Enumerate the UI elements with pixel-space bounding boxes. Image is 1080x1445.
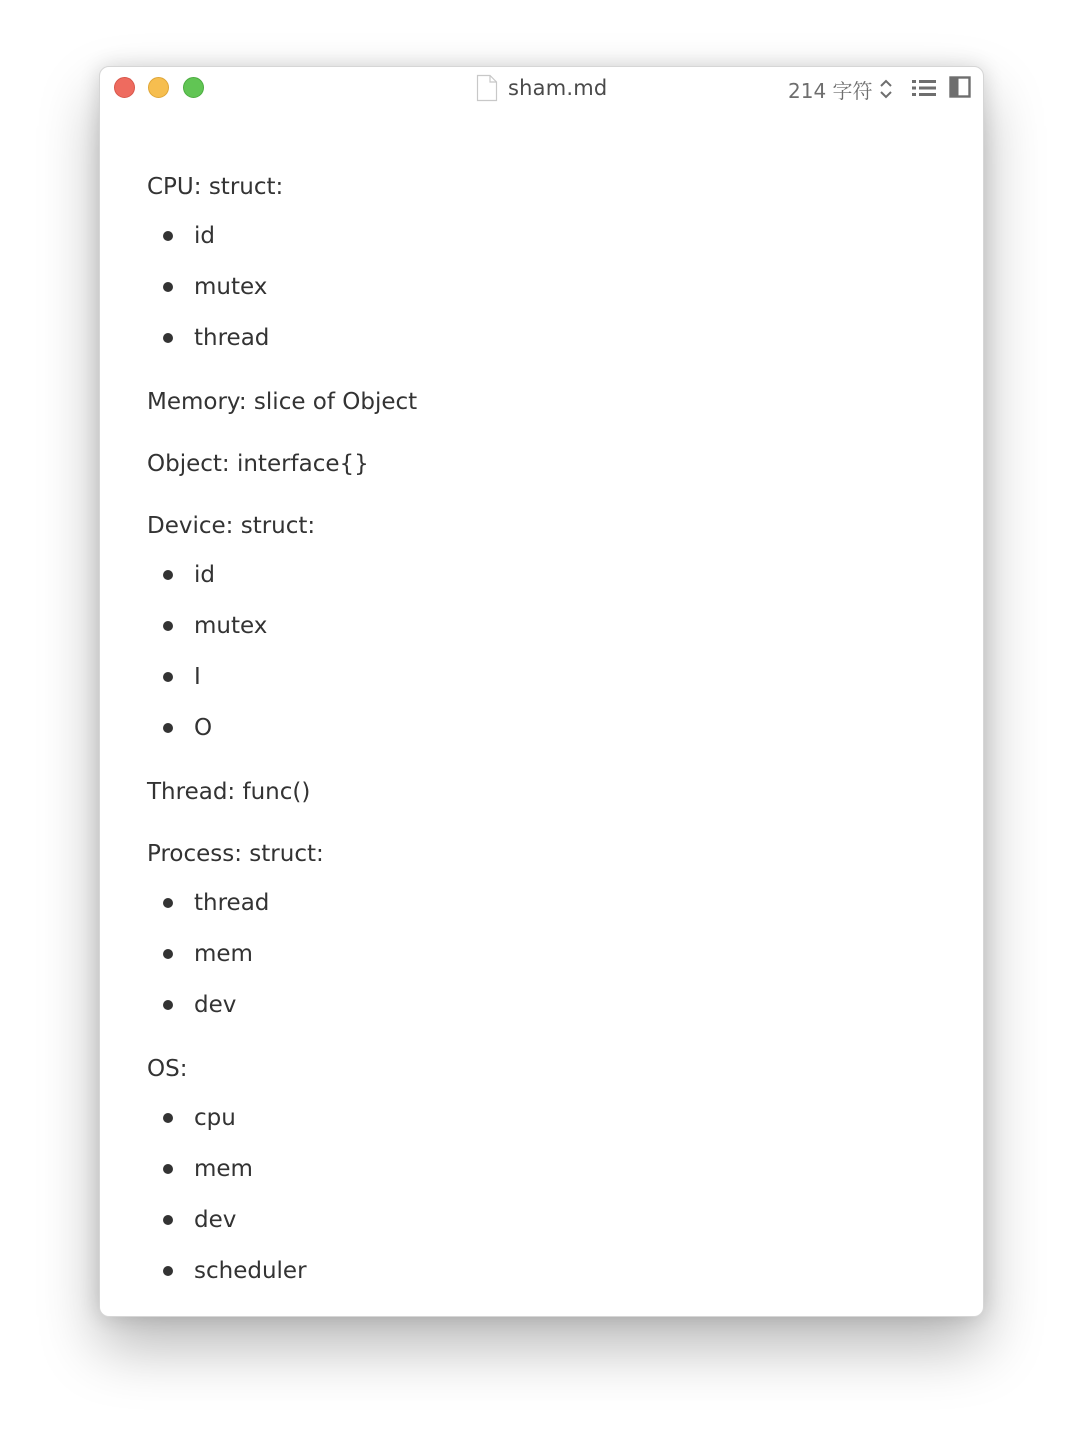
list-item: dev bbox=[147, 1205, 947, 1256]
close-window-button[interactable] bbox=[114, 77, 135, 98]
bullet-icon bbox=[163, 231, 173, 241]
list-item: cpu bbox=[147, 1103, 947, 1154]
list-item: mem bbox=[147, 939, 947, 990]
paragraph: Object: interface{} bbox=[147, 451, 369, 477]
window-title bbox=[476, 73, 607, 103]
bullet-icon bbox=[163, 1266, 173, 1276]
os-list bbox=[147, 1103, 947, 1307]
bullet-icon bbox=[163, 570, 173, 580]
outline-list-icon[interactable] bbox=[911, 77, 937, 99]
file-icon bbox=[476, 74, 498, 102]
bullet-icon bbox=[163, 282, 173, 292]
bullet-icon bbox=[163, 723, 173, 733]
paragraph: OS: bbox=[147, 1056, 188, 1082]
chevron-updown-icon bbox=[879, 78, 893, 100]
list-item: I bbox=[147, 662, 947, 713]
list-item: id bbox=[147, 560, 947, 611]
bullet-icon bbox=[163, 333, 173, 343]
list-item: id bbox=[147, 221, 947, 272]
file-name: sham.md bbox=[508, 76, 608, 100]
list-item: mutex bbox=[147, 611, 947, 662]
paragraph: CPU: struct: bbox=[147, 174, 284, 200]
maximize-window-button[interactable] bbox=[183, 77, 204, 98]
sidebar-toggle-icon[interactable] bbox=[949, 76, 971, 98]
list-item: thread bbox=[147, 323, 947, 374]
word-count-toggle[interactable] bbox=[788, 75, 893, 103]
minimize-window-button[interactable] bbox=[148, 77, 169, 98]
bullet-icon bbox=[163, 672, 173, 682]
list-item: O bbox=[147, 713, 947, 764]
bullet-icon bbox=[163, 1215, 173, 1225]
device-list bbox=[147, 560, 947, 764]
bullet-icon bbox=[163, 1000, 173, 1010]
editor-window bbox=[99, 66, 984, 1317]
list-item: mem bbox=[147, 1154, 947, 1205]
cpu-list bbox=[147, 221, 947, 374]
paragraph: Thread: func() bbox=[147, 779, 311, 805]
list-item: thread bbox=[147, 888, 947, 939]
bullet-icon bbox=[163, 1164, 173, 1174]
paragraph: Device: struct: bbox=[147, 513, 316, 539]
process-list bbox=[147, 888, 947, 1041]
list-item: mutex bbox=[147, 272, 947, 323]
title-bar bbox=[100, 67, 983, 111]
paragraph: Memory: slice of Object bbox=[147, 389, 418, 415]
bullet-icon bbox=[163, 898, 173, 908]
paragraph: Process: struct: bbox=[147, 841, 324, 867]
word-count: 214 字符 bbox=[788, 78, 873, 103]
document-content[interactable] bbox=[147, 167, 947, 1307]
bullet-icon bbox=[163, 621, 173, 631]
list-item: dev bbox=[147, 990, 947, 1041]
bullet-icon bbox=[163, 1113, 173, 1123]
list-item: scheduler bbox=[147, 1256, 947, 1307]
bullet-icon bbox=[163, 949, 173, 959]
